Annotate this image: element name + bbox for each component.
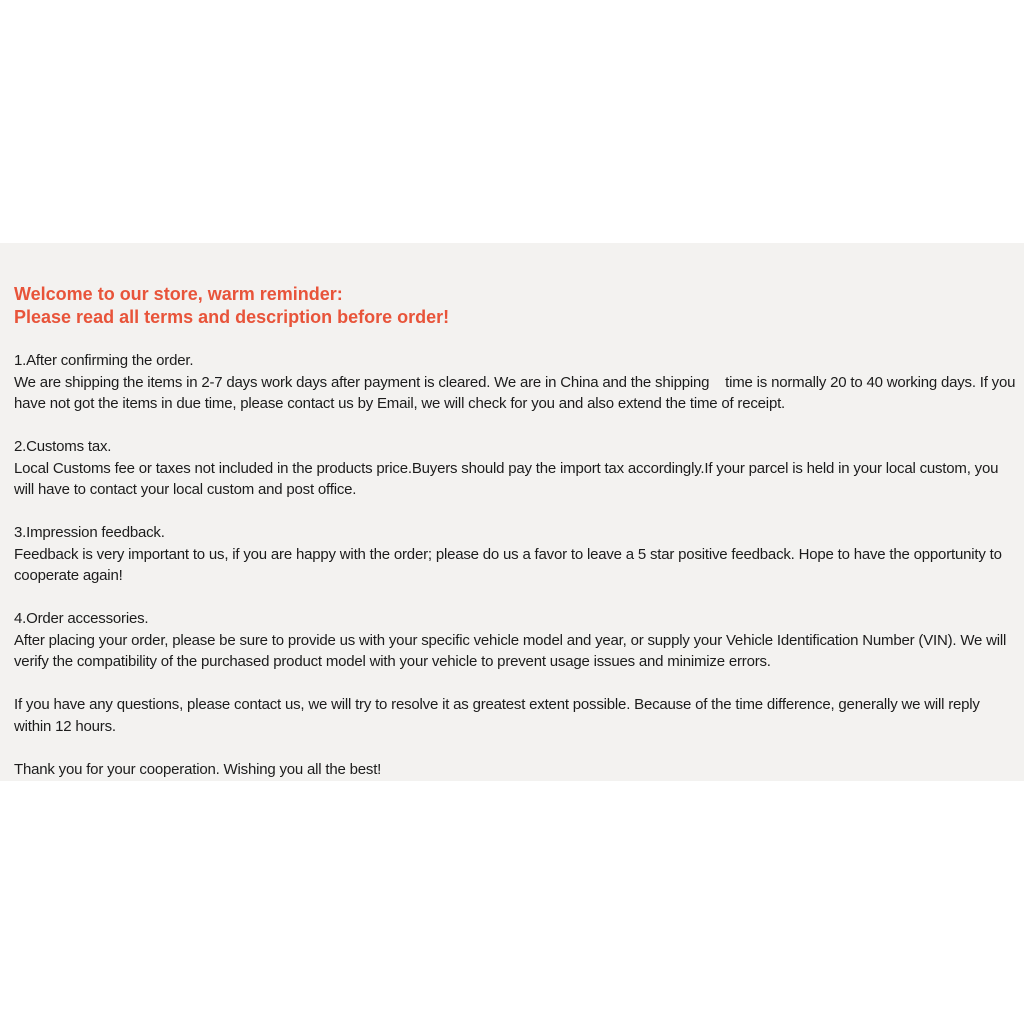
- section-body: After placing your order, please be sure to provide us with your specific vehicle model and year, or supply your Vehicle Identification Number (VIN). We will verify the compatibility of the purchased product model with your vehicle to prevent usage issues and minimize errors.: [14, 631, 1007, 670]
- section-body: We are shipping the items in 2-7 days work days after payment is cleared. We are in China and the shipping time is normally 20 to 40 working days. If you have not got the items in due time, please contact us by Email, we will check for you and also extend the time of receipt.: [14, 373, 1020, 412]
- terms-section-order-confirmation: [14, 350, 1020, 415]
- section-title: 4.Order accessories.: [14, 610, 149, 627]
- closing-text: Thank you for your cooperation. Wishing you all the best!: [14, 760, 382, 778]
- notice-heading: [14, 283, 1016, 329]
- store-notice-panel: [0, 243, 1024, 781]
- closing-note: [14, 759, 1016, 781]
- contact-note: [14, 694, 1016, 737]
- read-terms-heading-line: Please read all terms and description before order!: [14, 307, 450, 327]
- section-title: 1.After confirming the order.: [14, 352, 194, 369]
- section-body: Local Customs fee or taxes not included in the products price.Buyers should pay the import tax accordingly.If your parcel is held in your local custom, you will have to contact your local custom and post office.: [14, 459, 999, 498]
- terms-sections: [14, 350, 1020, 780]
- terms-section-customs-tax: [14, 436, 1016, 501]
- terms-section-feedback: [14, 522, 1016, 587]
- contact-note-text: If you have any questions, please contact us, we will try to resolve it as greatest extent possible. Because of the time difference, generally we will reply within 12 hours.: [14, 696, 980, 735]
- section-title: 3.Impression feedback.: [14, 524, 165, 541]
- section-title: 2.Customs tax.: [14, 438, 112, 455]
- terms-section-accessories: [14, 608, 1016, 673]
- section-body: Feedback is very important to us, if you are happy with the order; please do us a favor to leave a 5 star positive feedback. Hope to have the opportunity to cooperate again!: [14, 545, 1002, 584]
- welcome-heading-line: Welcome to our store, warm reminder:: [14, 284, 343, 304]
